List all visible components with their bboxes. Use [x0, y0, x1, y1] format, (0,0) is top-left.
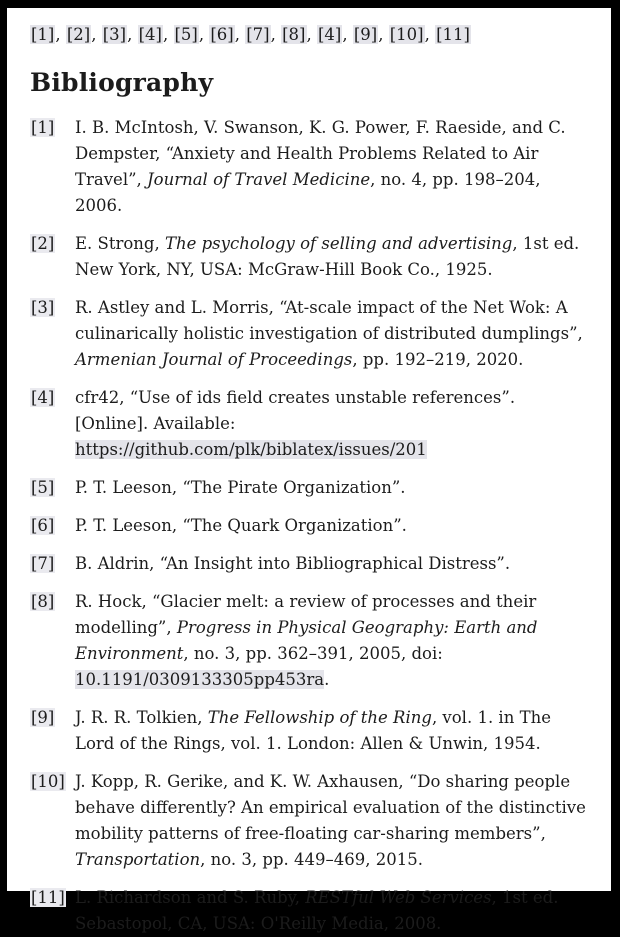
- bibliography-entry: [30, 115, 587, 219]
- bibliography-entry: [30, 589, 587, 693]
- entry-text: [75, 295, 587, 373]
- entry-url-link[interactable]: https://github.com/plk/biblatex/issues/201: [75, 440, 427, 459]
- entry-url-link[interactable]: 10.1191/0309133305pp453ra: [75, 670, 324, 689]
- citation-separator: ,: [199, 25, 210, 44]
- entry-label: [30, 385, 75, 411]
- entry-label: [30, 475, 75, 501]
- entry-text-segment: , no. 3, pp. 449–469, 2015.: [200, 850, 423, 869]
- entry-text: [75, 513, 587, 539]
- citation-ref-link[interactable]: [2]: [66, 25, 91, 44]
- entry-text: [75, 551, 587, 577]
- entry-label-link[interactable]: [10]: [30, 772, 66, 791]
- entry-text-segment: J. R. R. Tolkien,: [75, 708, 208, 727]
- citation-ref-link[interactable]: [3]: [102, 25, 127, 44]
- bibliography-entry: [30, 885, 587, 937]
- entry-label-link[interactable]: [1]: [30, 118, 55, 137]
- entry-text: [75, 115, 587, 219]
- bibliography-entry: [30, 705, 587, 757]
- entry-text: [75, 589, 587, 693]
- entry-title-italic: Progress in Physical Geography: Earth and Environment: [75, 618, 538, 663]
- entry-label: [30, 705, 75, 731]
- bibliography-entry: [30, 385, 587, 463]
- entry-text: [75, 231, 587, 283]
- citation-ref-link[interactable]: [6]: [209, 25, 234, 44]
- entry-label: [30, 589, 75, 615]
- citation-separator: ,: [425, 25, 436, 44]
- citation-ref-link[interactable]: [1]: [30, 25, 55, 44]
- entry-label-link[interactable]: [4]: [30, 388, 55, 407]
- entry-label-link[interactable]: [7]: [30, 554, 55, 573]
- pdf-page: [7, 8, 611, 891]
- entry-text-segment: J. Kopp, R. Gerike, and K. W. Axhausen, “Do sharing people behave differently? An empirical evaluation of the distinctive mobility patterns of free-floating car-sharing members”,: [75, 772, 586, 843]
- entry-title-italic: The psychology of selling and advertising: [165, 234, 512, 253]
- citation-ref-link[interactable]: [8]: [281, 25, 306, 44]
- entry-title-italic: Journal of Travel Medicine: [147, 170, 370, 189]
- entry-label: [30, 885, 75, 911]
- entry-label-link[interactable]: [2]: [30, 234, 55, 253]
- citation-separator: ,: [342, 25, 353, 44]
- citation-ref-link[interactable]: [11]: [435, 25, 471, 44]
- entry-text-segment: P. T. Leeson, “The Pirate Organization”.: [75, 478, 406, 497]
- entry-text-segment: , vol. 1. in The Lord of the Rings, vol. 1. London: Allen & Unwin, 1954.: [75, 708, 551, 753]
- bibliography-entry: [30, 551, 587, 577]
- entry-text-segment: L. Richardson and S. Ruby,: [75, 888, 305, 907]
- citation-separator: ,: [55, 25, 66, 44]
- bibliography-entry: [30, 769, 587, 873]
- entry-text-segment: , 1st ed. New York, NY, USA: McGraw-Hill Book Co., 1925.: [75, 234, 579, 279]
- entry-label-link[interactable]: [9]: [30, 708, 55, 727]
- entry-text: [75, 769, 587, 873]
- citation-ref-link[interactable]: [5]: [174, 25, 199, 44]
- entry-label: [30, 513, 75, 539]
- entry-text-segment: R. Hock, “Glacier melt: a review of processes and their modelling”,: [75, 592, 536, 637]
- entry-label-link[interactable]: [3]: [30, 298, 55, 317]
- entry-label-link[interactable]: [11]: [30, 888, 66, 907]
- entry-text-segment: cfr42, “Use of ids field creates unstable references”. [Online]. Available:: [75, 388, 515, 433]
- citation-separator: ,: [307, 25, 318, 44]
- entry-label: [30, 115, 75, 141]
- bibliography-entry: [30, 231, 587, 283]
- entry-text-segment: , 1st ed. Sebastopol, CA, USA: O'Reilly Media, 2008.: [75, 888, 558, 933]
- bibliography-entry: [30, 513, 587, 539]
- entry-label: [30, 551, 75, 577]
- entry-text: [75, 885, 587, 937]
- page-content: [7, 8, 611, 937]
- entry-label: [30, 295, 75, 321]
- entry-label-link[interactable]: [5]: [30, 478, 55, 497]
- entry-text: [75, 475, 587, 501]
- citation-line: [30, 23, 587, 47]
- citation-separator: ,: [91, 25, 102, 44]
- entry-text: [75, 385, 587, 463]
- citation-separator: ,: [378, 25, 389, 44]
- citation-ref-link[interactable]: [10]: [389, 25, 425, 44]
- bibliography-entry: [30, 295, 587, 373]
- entry-label: [30, 231, 75, 257]
- entry-text-segment: .: [324, 670, 329, 689]
- entry-text-segment: P. T. Leeson, “The Quark Organization”.: [75, 516, 407, 535]
- entry-label: [30, 769, 75, 795]
- citation-ref-link[interactable]: [7]: [245, 25, 270, 44]
- entry-title-italic: Transportation: [75, 850, 200, 869]
- citation-ref-link[interactable]: [9]: [353, 25, 378, 44]
- entry-text: [75, 705, 587, 757]
- citation-ref-link[interactable]: [4]: [317, 25, 342, 44]
- entry-text-segment: R. Astley and L. Morris, “At-scale impact of the Net Wok: A culinarically holistic investigation of distributed dumplings”,: [75, 298, 583, 343]
- entry-label-link[interactable]: [6]: [30, 516, 55, 535]
- entry-label-link[interactable]: [8]: [30, 592, 55, 611]
- citation-separator: ,: [163, 25, 174, 44]
- citation-separator: ,: [271, 25, 282, 44]
- entry-text-segment: B. Aldrin, “An Insight into Bibliographical Distress”.: [75, 554, 510, 573]
- entry-text-segment: E. Strong,: [75, 234, 165, 253]
- bibliography-entry: [30, 475, 587, 501]
- entry-text-segment: , pp. 192–219, 2020.: [352, 350, 523, 369]
- citation-ref-link[interactable]: [4]: [138, 25, 163, 44]
- citation-separator: ,: [127, 25, 138, 44]
- bibliography-list: [30, 115, 587, 937]
- entry-text-segment: I. B. McIntosh, V. Swanson, K. G. Power, F. Raeside, and C. Dempster, “Anxiety and Health Problems Related to Air Travel”,: [75, 118, 566, 189]
- citation-separator: ,: [235, 25, 246, 44]
- entry-title-italic: The Fellowship of the Ring: [208, 708, 432, 727]
- page-title: Bibliography: [30, 68, 587, 97]
- entry-title-italic: Armenian Journal of Proceedings: [75, 350, 352, 369]
- entry-title-italic: RESTful Web Services: [305, 888, 491, 907]
- entry-text-segment: , no. 4, pp. 198–204, 2006.: [75, 170, 540, 215]
- entry-text-segment: , no. 3, pp. 362–391, 2005, doi:: [183, 644, 442, 663]
